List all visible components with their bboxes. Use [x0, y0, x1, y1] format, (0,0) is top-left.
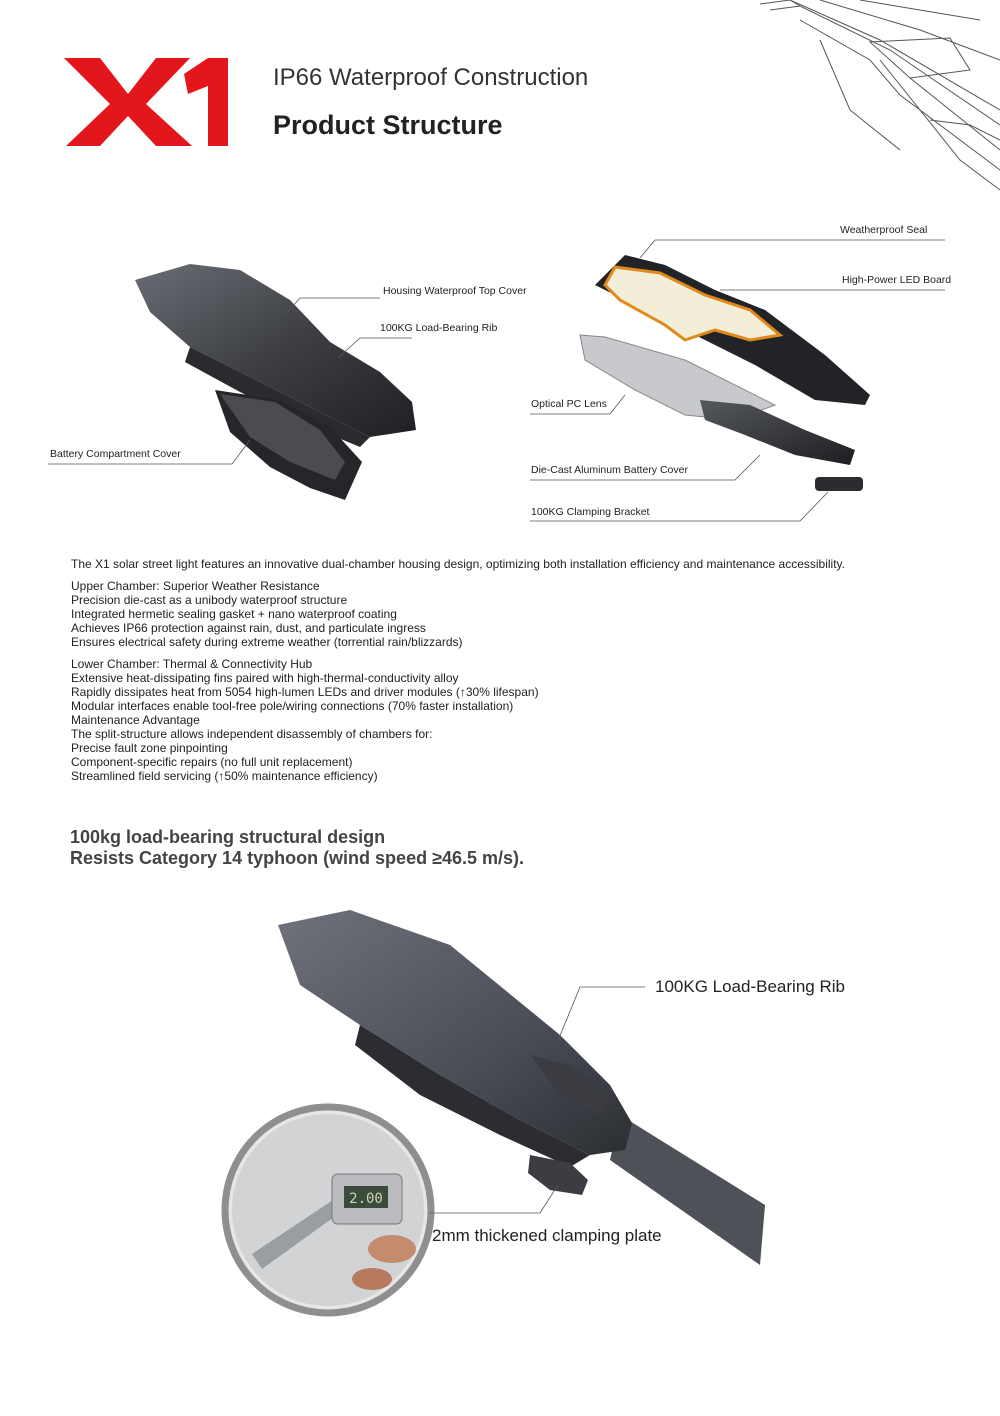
x1-logo: [62, 52, 232, 152]
label-optical-lens: Optical PC Lens: [531, 398, 607, 410]
list-item: Maintenance Advantage: [71, 713, 200, 727]
list-item: Integrated hermetic sealing gasket + nano waterproof coating: [71, 607, 397, 621]
list-item: Precision die-cast as a unibody waterproof structure: [71, 593, 348, 607]
list-item: Achieves IP66 protection against rain, dust, and particulate ingress: [71, 621, 426, 635]
label-top-cover: Housing Waterproof Top Cover: [383, 285, 527, 297]
label-load-rib: 100KG Load-Bearing Rib: [380, 322, 498, 334]
label-battery-cover: Battery Compartment Cover: [50, 448, 181, 460]
list-item: Extensive heat-dissipating fins paired with high-thermal-conductivity alloy: [71, 671, 459, 685]
list-item: Precise fault zone pinpointing: [71, 741, 228, 755]
list-item: Modular interfaces enable tool-free pole/wiring connections (70% faster installation): [71, 699, 514, 713]
list-item: The split-structure allows independent disassembly of chambers for:: [71, 727, 433, 741]
label-led-board: High-Power LED Board: [842, 274, 952, 286]
typhoon-headline: Resists Category 14 typhoon (wind speed ≥46.5 m/s).: [70, 848, 524, 868]
load-bearing-headline: 100kg load-bearing structural design: [70, 827, 386, 847]
list-item: Rapidly dissipates heat from 5054 high-lumen LEDs and driver modules (↑30% lifespan): [71, 685, 539, 699]
list-item: Lower Chamber: Thermal & Connectivity Hub: [71, 657, 313, 671]
label-load-rib-large: 100KG Load-Bearing Rib: [655, 977, 845, 996]
header-subtitle: IP66 Waterproof Construction: [273, 64, 589, 91]
lower-chamber-list: [71, 657, 539, 783]
label-battery-cover-die-cast: Die-Cast Aluminum Battery Cover: [531, 464, 688, 476]
label-weatherproof-seal: Weatherproof Seal: [840, 224, 928, 236]
exploded-view-left: [130, 262, 430, 512]
description-intro: The X1 solar street light features an innovative dual-chamber housing design, optimizing both installation efficiency and maintenance accessibility.: [71, 557, 845, 571]
caliper-inset: [222, 1104, 434, 1316]
caliper-reading: 2.00: [349, 1191, 383, 1207]
list-item: Streamlined field servicing (↑50% maintenance efficiency): [71, 769, 378, 783]
list-item: Upper Chamber: Superior Weather Resistance: [71, 579, 320, 593]
luminaire-line-art: [760, 0, 1000, 210]
upper-chamber-list: [71, 579, 463, 649]
list-item: Ensures electrical safety during extreme weather (torrential rain/blizzards): [71, 635, 463, 649]
list-item: Component-specific repairs (no full unit replacement): [71, 755, 353, 769]
led-board-shape: [605, 267, 780, 340]
label-clamping-bracket: 100KG Clamping Bracket: [531, 506, 650, 518]
label-clamping-plate: 2mm thickened clamping plate: [432, 1226, 662, 1245]
page-title: Product Structure: [273, 110, 503, 140]
